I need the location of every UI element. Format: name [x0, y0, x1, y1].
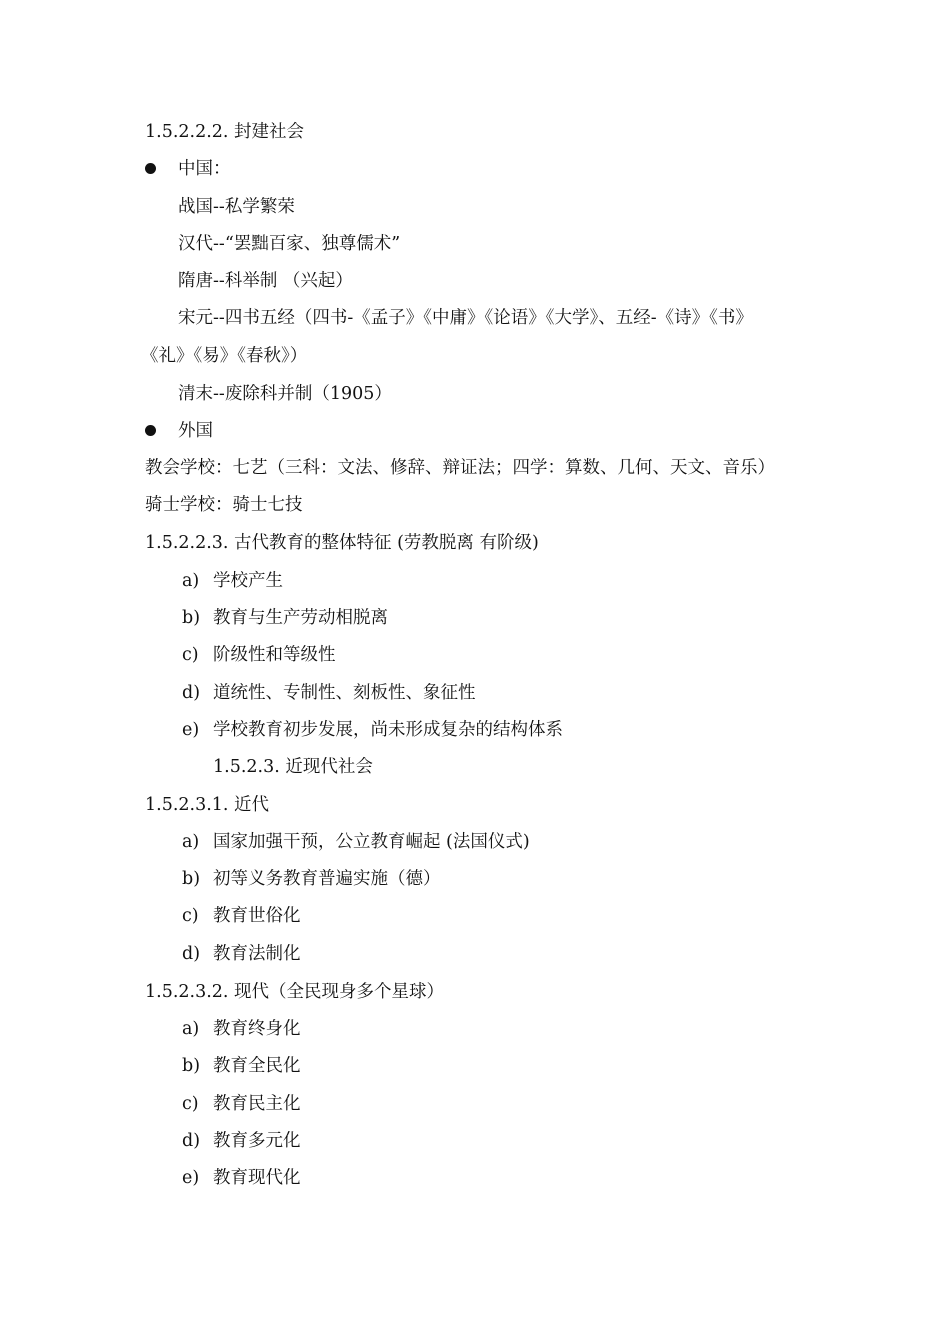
china-line: 宋元--四书五经（四书-《孟子》《中庸》《论语》《大学》、五经-《诗》《书》 — [178, 308, 753, 328]
list-item: 学校产生 — [213, 571, 283, 591]
list-letter: b) — [182, 1056, 201, 1076]
list-item: 教育终身化 — [213, 1019, 301, 1039]
heading-1-5-2-3-2: 1.5.2.3.2. 现代（全民现身多个星球） — [145, 982, 445, 1002]
china-line-continued: 《礼》《易》《春秋》） — [141, 346, 308, 366]
list-item: 阶级性和等级性 — [213, 645, 336, 665]
bullet-icon — [145, 163, 156, 174]
list-letter: d) — [182, 944, 201, 964]
list-item: 初等义务教育普遍实施（德） — [213, 869, 441, 889]
list-letter: e) — [182, 720, 200, 740]
list-item: 教育与生产劳动相脱离 — [213, 608, 388, 628]
heading-1-5-2-3-1: 1.5.2.3.1. 近代 — [145, 795, 270, 815]
list-item: 教育现代化 — [213, 1168, 301, 1188]
list-item: 教育多元化 — [213, 1131, 301, 1151]
bullet-icon — [145, 425, 156, 436]
list-letter: e) — [182, 1168, 200, 1188]
list-item: 教育世俗化 — [213, 906, 301, 926]
list-letter: a) — [182, 1019, 200, 1039]
china-label: 中国： — [178, 159, 231, 179]
list-item: 教育民主化 — [213, 1094, 301, 1114]
china-line: 清末--废除科并制（1905） — [178, 384, 392, 404]
list-item: 国家加强干预，公立教育崛起 (法国仪式) — [213, 832, 530, 852]
list-letter: b) — [182, 608, 201, 628]
china-line: 隋唐--科举制 （兴起） — [178, 271, 353, 291]
heading-1-5-2-2-2: 1.5.2.2.2. 封建社会 — [145, 122, 305, 142]
foreign-label: 外国 — [178, 421, 213, 441]
list-letter: c) — [182, 1094, 199, 1114]
list-letter: a) — [182, 571, 200, 591]
list-item: 道统性、专制性、刻板性、象征性 — [213, 683, 476, 703]
list-letter: b) — [182, 869, 201, 889]
heading-1-5-2-2-3: 1.5.2.2.3. 古代教育的整体特征 (劳教脱离 有阶级) — [145, 533, 539, 553]
heading-1-5-2-3: 1.5.2.3. 近现代社会 — [213, 757, 373, 777]
list-letter: d) — [182, 683, 201, 703]
list-item: 学校教育初步发展，尚未形成复杂的结构体系 — [213, 720, 563, 740]
list-letter: c) — [182, 645, 199, 665]
list-letter: d) — [182, 1131, 201, 1151]
list-item: 教育全民化 — [213, 1056, 301, 1076]
china-line: 汉代--“罢黜百家、独尊儒术” — [178, 234, 401, 254]
china-line: 战国--私学繁荣 — [178, 197, 295, 217]
list-letter: a) — [182, 832, 200, 852]
list-letter: c) — [182, 906, 199, 926]
foreign-line: 教会学校：七艺（三科：文法、修辞、辩证法；四学：算数、几何、天文、音乐） — [145, 458, 775, 478]
list-item: 教育法制化 — [213, 944, 301, 964]
foreign-line: 骑士学校：骑士七技 — [145, 495, 303, 515]
